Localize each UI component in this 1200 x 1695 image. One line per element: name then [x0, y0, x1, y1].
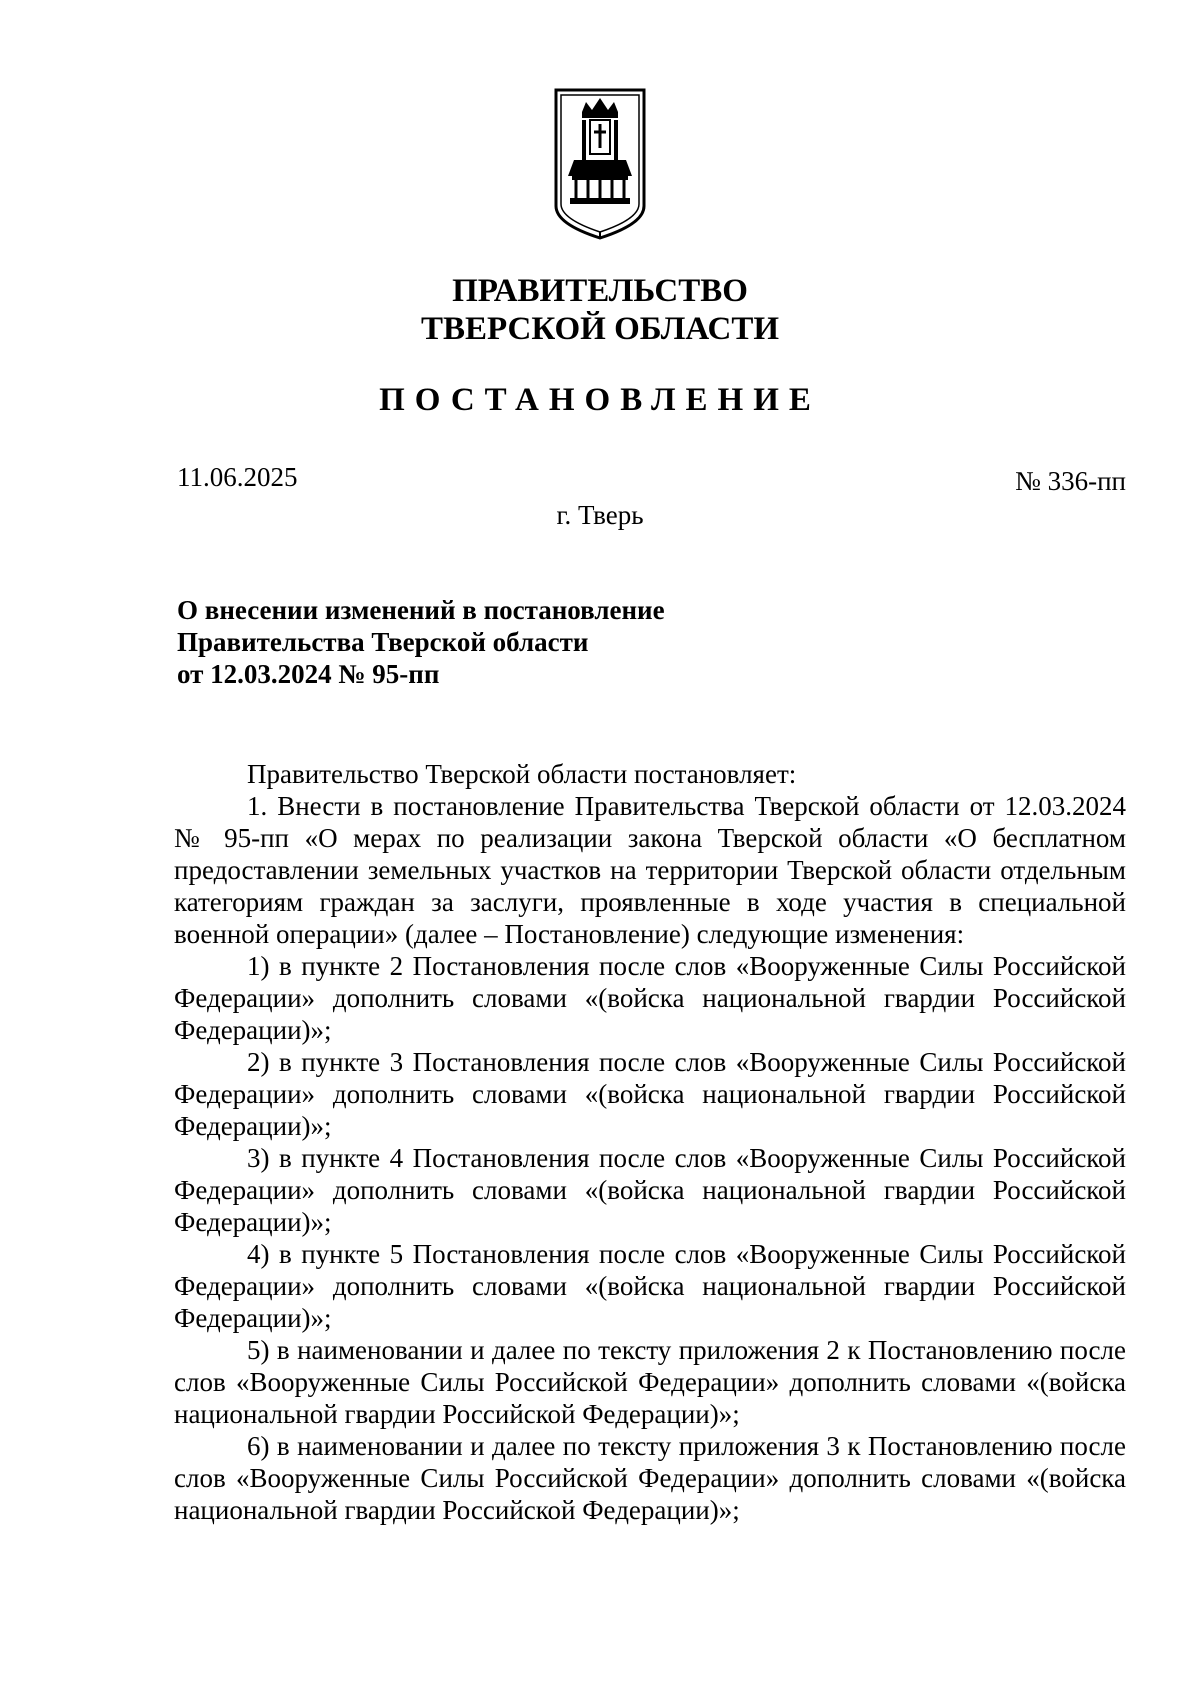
item-1: 1) в пункте 2 Постановления после слов «Вооруженные Силы Российской Федерации» дополнить словами «(войска национальной гвардии Российской Федерации)»;: [174, 951, 1126, 1045]
item-6: 6) в наименовании и далее по тексту приложения 3 к Постановлению после слов «Вооруженные Силы Российской Федерации» дополнить словами «(войска национальной гвардии Российской Федерации)»;: [174, 1431, 1126, 1525]
item-3: 3) в пункте 4 Постановления после слов «Вооруженные Силы Российской Федерации» дополнить словами «(войска национальной гвардии Российской Федерации)»;: [174, 1143, 1126, 1237]
item-4: 4) в пункте 5 Постановления после слов «Вооруженные Силы Российской Федерации» дополнить словами «(войска национальной гвардии Российской Федерации)»;: [174, 1239, 1126, 1333]
item-5: 5) в наименовании и далее по тексту приложения 2 к Постановлению после слов «Вооруженные Силы Российской Федерации» дополнить словами «(войска национальной гвардии Российской Федерации)»;: [174, 1335, 1126, 1429]
coat-of-arms-icon: [552, 86, 648, 240]
document-number: № 336-пп: [1015, 466, 1126, 496]
document-type: ПОСТАНОВЛЕНИЕ: [379, 382, 821, 418]
org-line-1: ПРАВИТЕЛЬСТВО: [452, 273, 748, 309]
paragraph-1: 1. Внести в постановление Правительства Тверской области от 12.03.2024 № 95-пп «О мерах по реализации закона Тверской области «О бесплатном предоставлении земельных участков на территории Тверской области отдельным категориям граждан за заслуги, проявленные в ходе участия в специальной военной операции» (далее – Постановление) следующие изменения:: [174, 791, 1126, 949]
document-subject: [177, 594, 665, 690]
document-body: [174, 758, 1126, 1526]
item-2: 2) в пункте 3 Постановления после слов «Вооруженные Силы Российской Федерации» дополнить словами «(войска национальной гвардии Российской Федерации)»;: [174, 1047, 1126, 1141]
subject-line-1: О внесении изменений в постановление: [177, 595, 665, 625]
subject-line-3: от 12.03.2024 № 95-пп: [177, 659, 440, 689]
document-date: 11.06.2025: [177, 462, 298, 492]
document-city: г. Тверь: [556, 500, 644, 530]
preamble: Правительство Тверской области постановляет:: [247, 759, 797, 789]
subject-line-2: Правительства Тверской области: [177, 627, 589, 657]
organization-name: [0, 272, 1200, 348]
org-line-2: ТВЕРСКОЙ ОБЛАСТИ: [420, 311, 780, 347]
